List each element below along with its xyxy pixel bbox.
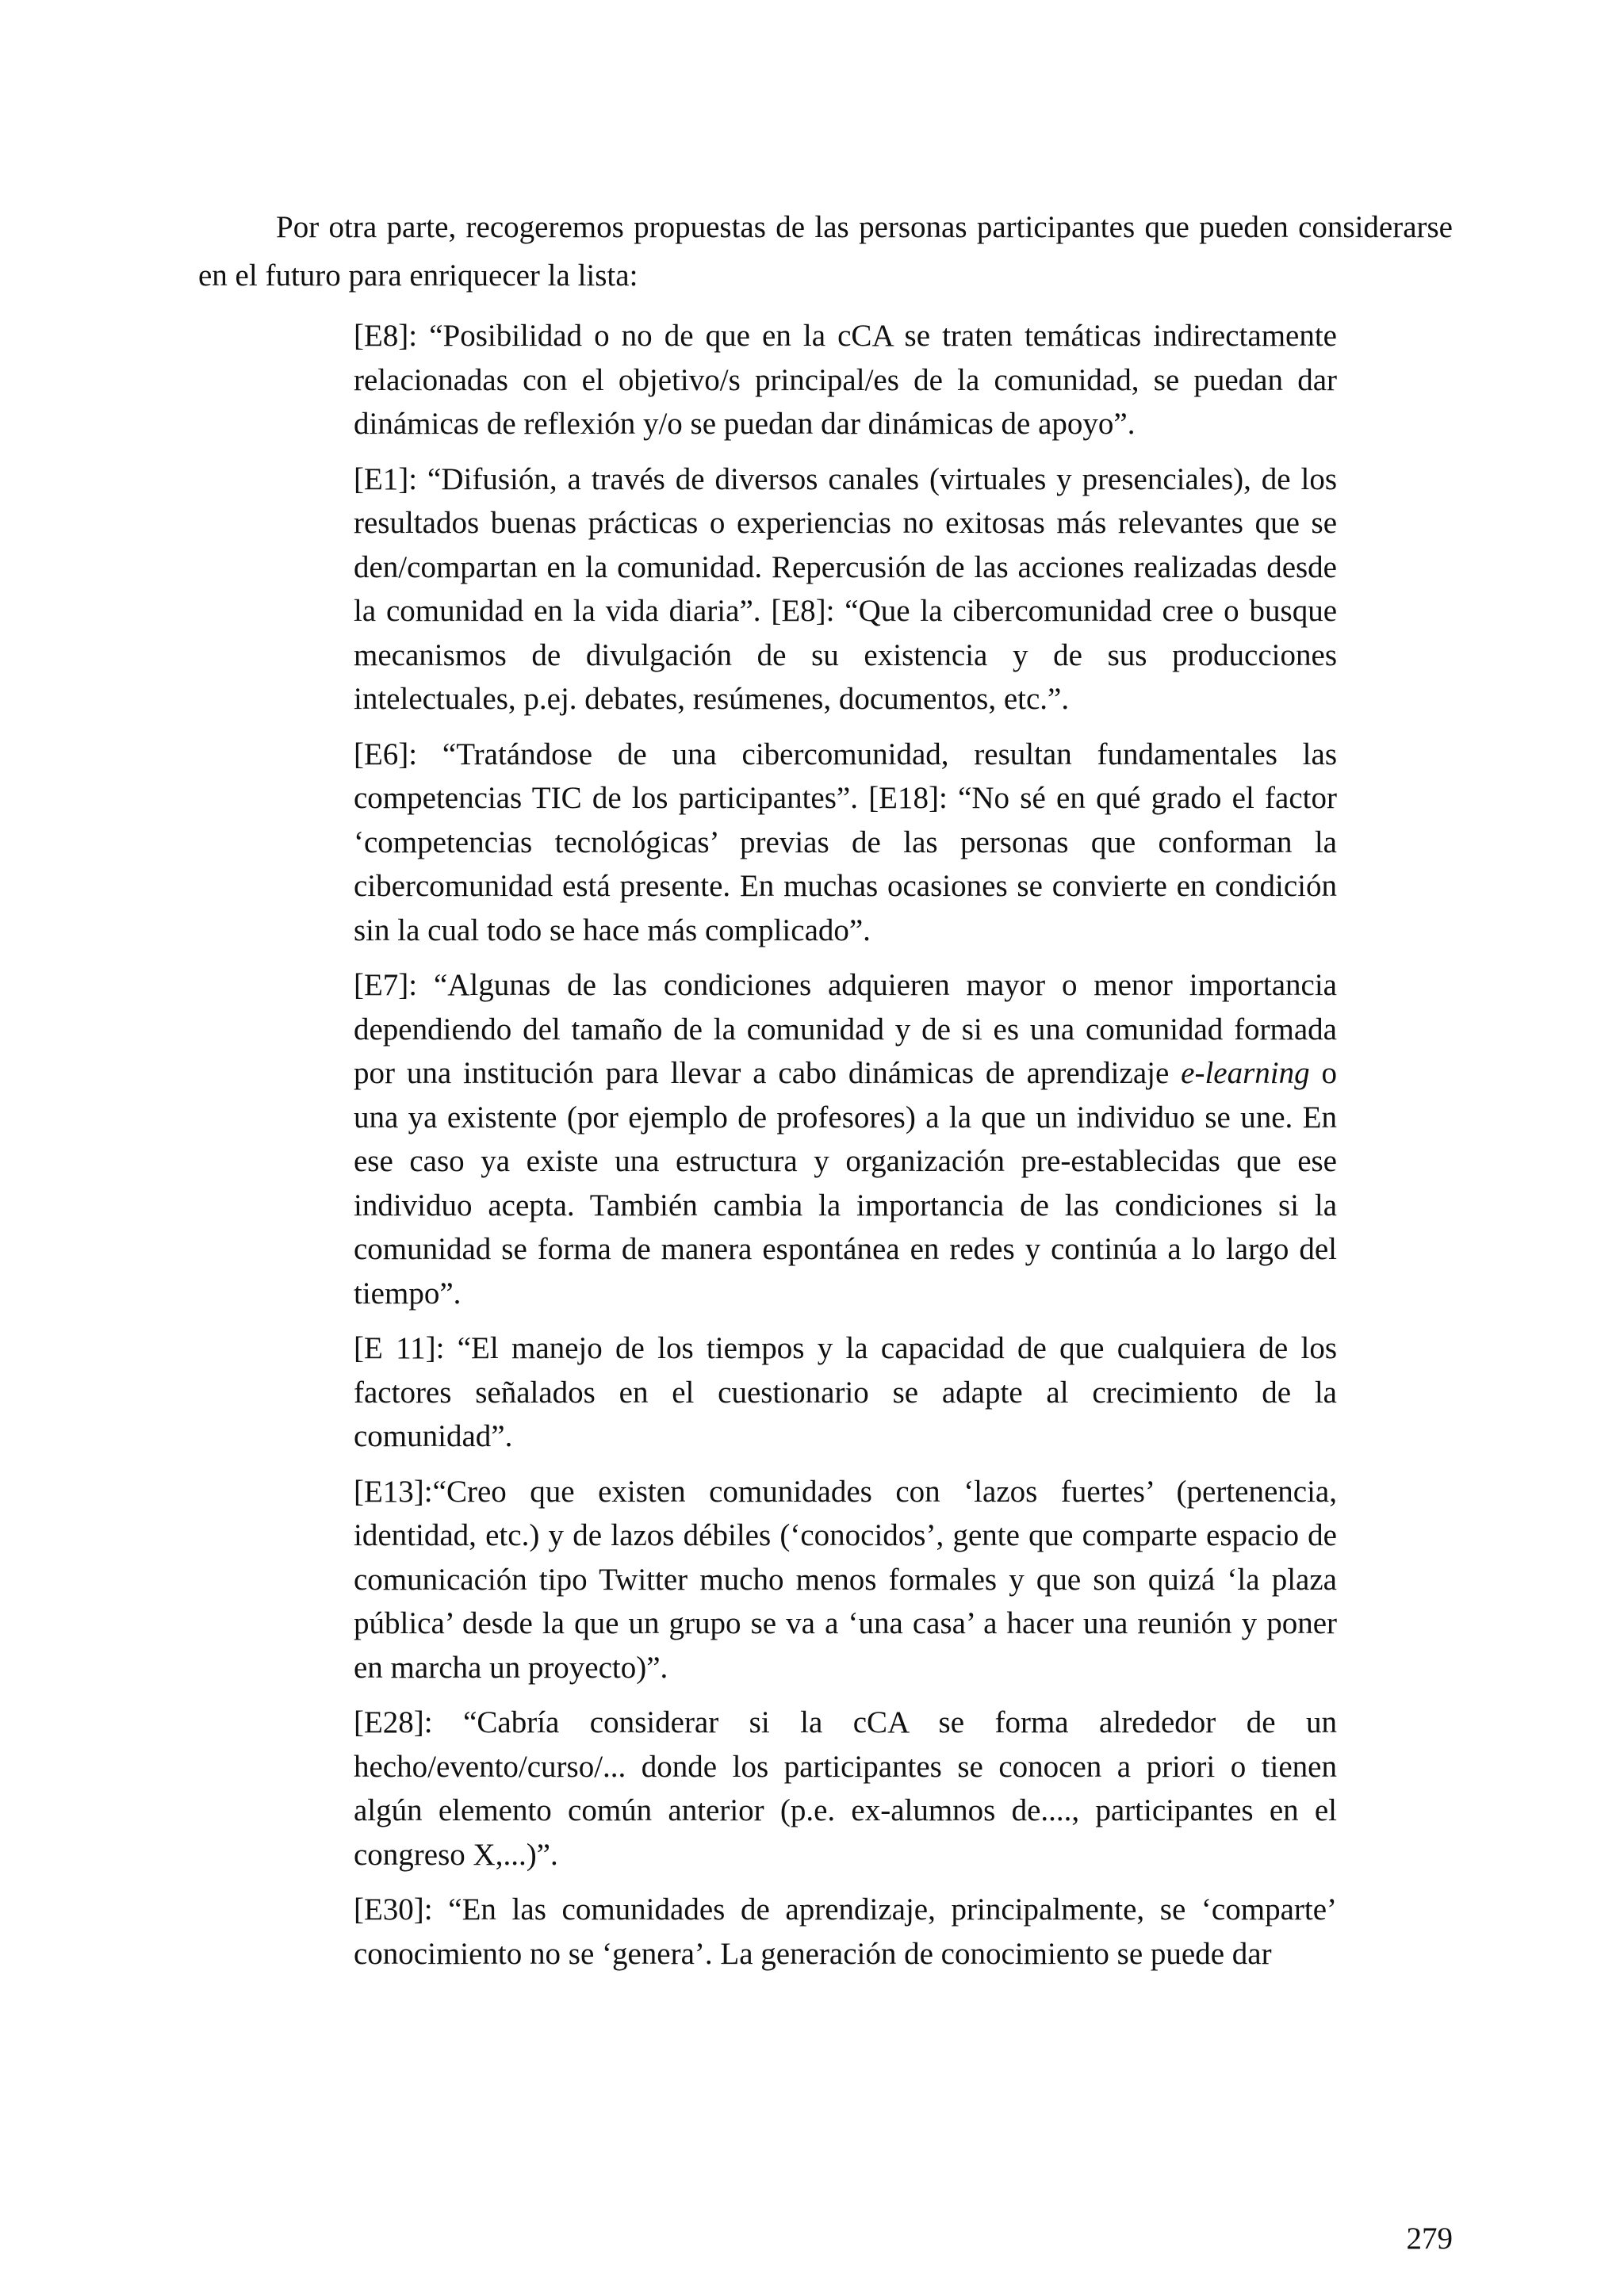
page-number: 279 <box>1406 2221 1453 2256</box>
quote-e30: [E30]: “En las comunidades de aprendizaje, principalmente, se ‘comparte’ conocimiento no se ‘genera’. La generación de conocimiento se puede dar <box>354 1892 1337 1971</box>
quote-e8: [E8]: “Posibilidad o no de que en la cCA se traten temáticas indirectamente relacionadas con el objetivo/s principal/es de la comunidad, se puedan dar dinámicas de reflexión y/o se puedan dar dinámicas de apoyo”. <box>354 319 1337 441</box>
quote-e11: [E 11]: “El manejo de los tiempos y la capacidad de que cualquiera de los factores señalados en el cuestionario se adapte al crecimiento de la comunidad”. <box>354 1331 1337 1453</box>
quotes-block <box>354 314 1337 1987</box>
quote-e7-part2: o una ya existente (por ejemplo de profesores) a la que un individuo se une. En ese caso ya existe una estructura y organización pre-establecidas que ese individuo acepta. También cambia la importancia de las condiciones si la comunidad se forma de manera espontánea en redes y continúa a lo largo del tiempo”. <box>354 1056 1337 1311</box>
quote-e28: [E28]: “Cabría considerar si la cCA se forma alrededor de un hecho/evento/curso/... donde los participantes se conocen a priori o tienen algún elemento común anterior (p.e. ex-alumnos de...., participantes en el congreso X,...)”. <box>354 1705 1337 1872</box>
intro-paragraph: Por otra parte, recogeremos propuestas de las personas participantes que pueden considerarse en el futuro para enriquecer la lista: <box>198 210 1453 293</box>
quote-e7-part1: [E7]: “Algunas de las condiciones adquieren mayor o menor importancia dependiendo del tamaño de la comunidad y de si es una comunidad formada por una institución para llevar a cabo dinámicas de aprendizaje <box>354 968 1337 1090</box>
quote-e7-italic-term: e-learning <box>1181 1056 1310 1090</box>
quote-e6-e18: [E6]: “Tratándose de una cibercomunidad, resultan fundamentales las competencias TIC de los participantes”. [E18]: “No sé en qué grado el factor ‘competencias tecnológicas’ previas de las personas que conforman la cibercomunidad está presente. En muchas ocasiones se convierte en condición sin la cual todo se hace más complicado”. <box>354 737 1337 947</box>
quote-e1-e8: [E1]: “Difusión, a través de diversos canales (virtuales y presenciales), de los resultados buenas prácticas o experiencias no exitosas más relevantes que se den/compartan en la comunidad. Repercusión de las acciones realizadas desde la comunidad en la vida diaria”. [E8]: “Que la cibercomunidad cree o busque mecanismos de divulgación de su existencia y de sus producciones intelectuales, p.ej. debates, resúmenes, documentos, etc.”. <box>354 461 1337 716</box>
quote-e7 <box>354 963 1337 1315</box>
quote-e13: [E13]:“Creo que existen comunidades con ‘lazos fuertes’ (pertenencia, identidad, etc.) y de lazos débiles (‘conocidos’, gente que comparte espacio de comunicación tipo Twitter mucho menos formales y que son quizá ‘la plaza pública’ desde la que un grupo se va a ‘una casa’ a hacer una reunión y poner en marcha un proyecto)”. <box>354 1474 1337 1685</box>
